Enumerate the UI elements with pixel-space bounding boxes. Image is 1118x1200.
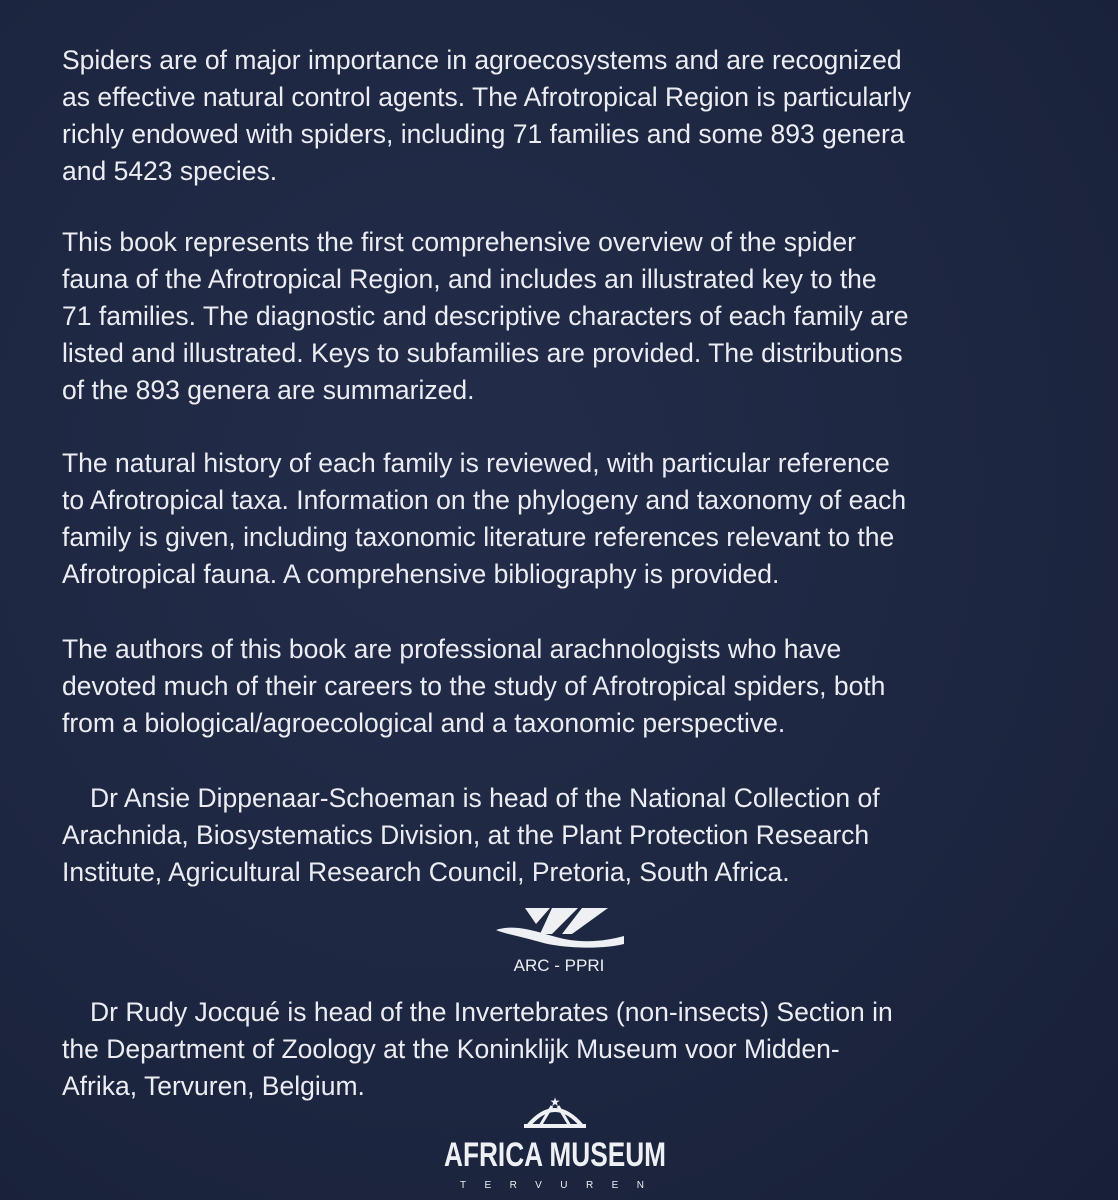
arc-ppri-label: ARC - PPRI <box>513 956 605 975</box>
text-line: fauna of the Afrotropical Region, and includes an illustrated key to the <box>62 264 877 294</box>
text-line: of the 893 genera are summarized. <box>62 375 475 405</box>
text-line: as effective natural control agents. The Afrotropical Region is particularly <box>62 82 911 112</box>
text-line: This book represents the first comprehensive overview of the spider <box>62 227 856 257</box>
intro-paragraph <box>62 42 911 190</box>
text-line: the Department of Zoology at the Koninklijk Museum voor Midden- <box>62 1034 840 1064</box>
text-line: and 5423 species. <box>62 156 278 186</box>
text-line: to Afrotropical taxa. Information on the phylogeny and taxonomy of each <box>62 485 907 515</box>
museum-dome-icon <box>528 1110 582 1126</box>
text-line: Dr Ansie Dippenaar-Schoeman is head of the National Collection of <box>90 783 880 813</box>
text-line: devoted much of their careers to the study of Afrotropical spiders, both <box>62 671 886 701</box>
text-line: Arachnida, Biosystematics Division, at the Plant Protection Research <box>62 820 870 850</box>
text-line: Spiders are of major importance in agroecosystems and are recognized <box>62 45 902 75</box>
text-line: Institute, Agricultural Research Council, Pretoria, South Africa. <box>62 857 790 887</box>
museum-subtitle: TERVUREN <box>460 1180 650 1191</box>
text-line: listed and illustrated. Keys to subfamilies are provided. The distributions <box>62 338 903 368</box>
africa-museum-logo <box>440 1090 670 1194</box>
text-line: Dr Rudy Jocqué is head of the Invertebrates (non-insects) Section in <box>90 997 893 1027</box>
text-line: 71 families. The diagnostic and descriptive characters of each family are <box>62 301 909 331</box>
overview-paragraph <box>62 224 908 409</box>
text-line: richly endowed with spiders, including 71 families and some 893 genera <box>62 119 905 149</box>
text-line: Afrika, Tervuren, Belgium. <box>62 1071 365 1101</box>
text-line: Afrotropical fauna. A comprehensive bibliography is provided. <box>62 559 780 589</box>
museum-name: AFRICA MUSEUM <box>444 1136 666 1174</box>
authors-paragraph <box>62 631 885 742</box>
natural-history-paragraph <box>62 445 906 593</box>
author-jocque-paragraph <box>62 994 893 1105</box>
author-dippenaar-paragraph <box>62 780 880 891</box>
text-line: The authors of this book are professional arachnologists who have <box>62 634 842 664</box>
arc-ppri-logo <box>490 900 630 950</box>
text-line: family is given, including taxonomic literature references relevant to the <box>62 522 895 552</box>
star-icon: ★ <box>549 1095 561 1109</box>
text-line: The natural history of each family is reviewed, with particular reference <box>62 448 890 478</box>
text-line: from a biological/agroecological and a taxonomic perspective. <box>62 708 786 738</box>
